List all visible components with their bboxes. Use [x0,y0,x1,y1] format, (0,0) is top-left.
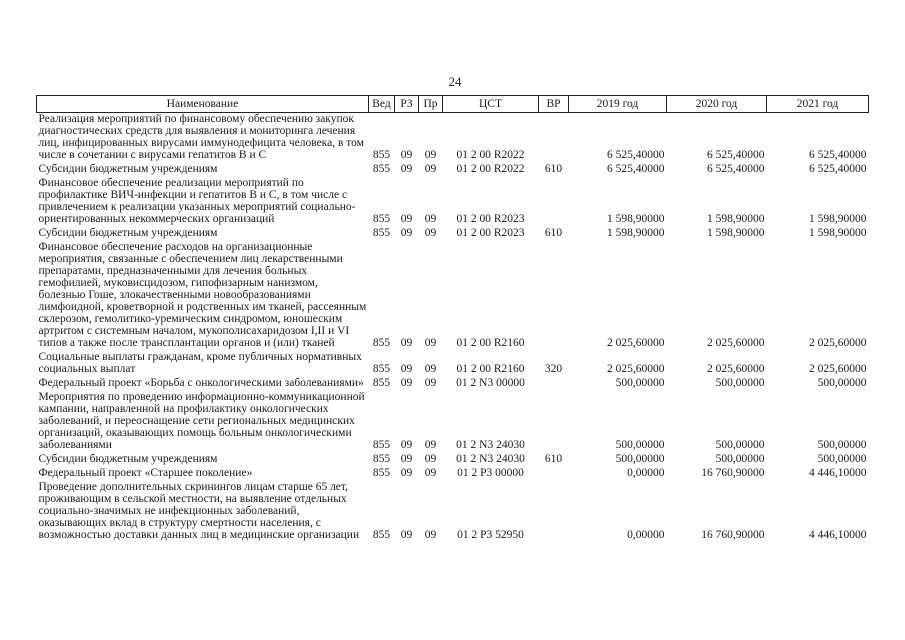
row-2021: 6 525,40000 [809,149,867,161]
row-2021: 500,00000 [817,377,867,389]
row-pr: 09 [424,337,437,349]
header-pr: Пр [419,96,443,113]
row-2021: 500,00000 [817,439,867,451]
row-pr: 09 [424,227,437,239]
table-row [37,467,869,481]
row-2019: 500,00000 [615,439,665,451]
row-2021: 1 598,90000 [809,227,867,239]
row-2020: 500,00000 [715,453,765,465]
row-2019: 500,00000 [615,453,665,465]
header-ved: Вед [369,96,395,113]
row-rz: 09 [400,439,413,451]
row-2019: 6 525,40000 [607,163,665,175]
row-2019: 0,00000 [627,467,665,479]
header-2020: 2020 год [667,96,767,113]
page-number: 24 [448,74,462,89]
row-2021: 4 446,10000 [809,529,867,541]
row-rz: 09 [400,467,413,479]
row-2021: 6 525,40000 [809,163,867,175]
row-cst: 01 2 00 R2160 [456,337,525,349]
row-2021: 4 446,10000 [809,467,867,479]
row-name: Федеральный проект «Борьба с онкологическими заболеваниями» [38,377,364,389]
row-vr [539,481,569,543]
row-name: Проведение дополнительных скринингов лицам старше 65 лет, проживающим в сельской местности, на выявление отдельных социально-значимых не инфекционных заболеваний, оказывающих вклад в структуру смертности населения, с возможностью доставки данных лиц в медицинские организации [38,481,360,541]
row-rz: 09 [400,337,413,349]
row-cst: 01 2 00 R2022 [456,163,525,175]
row-2021: 1 598,90000 [809,213,867,225]
row-rz: 09 [400,227,413,239]
header-cst: ЦСТ [443,96,539,113]
row-vr [539,377,569,391]
row-ved: 855 [372,213,391,225]
row-rz: 09 [400,529,413,541]
header-2019: 2019 год [569,96,667,113]
table-row [37,113,869,164]
row-cst: 01 2 00 R2023 [456,213,525,225]
row-vr [539,391,569,453]
row-2020: 6 525,40000 [707,163,765,175]
row-pr: 09 [424,439,437,451]
row-pr: 09 [424,363,437,375]
row-ved: 855 [372,467,391,479]
row-name: Финансовое обеспечение реализации мероприятий по профилактике ВИЧ-инфекции и гепатитов В и С, в том числе с привлечением к реализации указанных мероприятий социально-ориентированных некоммерческих организаций [38,177,356,225]
row-ved: 855 [372,227,391,239]
row-pr: 09 [424,149,437,161]
row-cst: 01 2 N3 24030 [456,439,525,451]
table-row [37,391,869,453]
row-rz: 09 [400,453,413,465]
row-2019: 2 025,60000 [607,363,665,375]
row-ved: 855 [372,377,391,389]
row-2019: 0,00000 [627,529,665,541]
table-row [37,241,869,351]
row-ved: 855 [372,529,391,541]
table-row [37,163,869,177]
row-2021: 2 025,60000 [809,363,867,375]
row-2019: 1 598,90000 [607,227,665,239]
row-2020: 500,00000 [715,377,765,389]
table-row [37,227,869,241]
header-vr: ВР [539,96,569,113]
row-ved: 855 [372,439,391,451]
row-cst: 01 2 00 R2023 [456,227,525,239]
row-rz: 09 [400,149,413,161]
row-name: Финансовое обеспечение расходов на организационные мероприятия, связанные с обеспечением лиц лекарственными препаратами, предназначенными для лечения больных гемофилией, муковисцидозом, гипофизарным нанизмом, болезнью Гоше, злокачественными новообразованиями лимфоидной, кроветворной и родственных им тканей, рассеянным склерозом, гемолитико-уремическим синдромом, юношеским артритом с системным началом, мукополисахаридозом I,II и VI типов а также после трансплантации органов и (или) тканей [38,241,367,349]
table-row [37,453,869,467]
row-cst: 01 2 P3 52950 [457,529,524,541]
row-pr: 09 [424,163,437,175]
row-pr: 09 [424,529,437,541]
table-header [37,96,869,113]
header-name: Наименование [37,96,369,113]
row-pr: 09 [424,213,437,225]
row-name: Социальные выплаты гражданам, кроме публичных нормативных социальных выплат [38,351,362,375]
row-name: Мероприятия по проведению информационно-коммуникационной кампании, направленной на профилактику онкологических заболеваний, и переоснащение сети региональных медицинских организаций, оказывающих помощь больным онкологическими заболеваниями [38,391,365,451]
row-vr: 320 [544,363,563,375]
row-vr [539,241,569,351]
row-cst: 01 2 00 R2022 [456,149,525,161]
row-vr [539,467,569,481]
row-vr: 610 [544,453,563,465]
row-pr: 09 [424,377,437,389]
table-row [37,377,869,391]
row-cst: 01 2 N3 00000 [456,377,525,389]
row-2020: 2 025,60000 [707,337,765,349]
row-ved: 855 [372,337,391,349]
row-2019: 2 025,60000 [607,337,665,349]
row-2020: 1 598,90000 [707,213,765,225]
table-row [37,351,869,377]
row-name: Субсидии бюджетным учреждениям [38,163,218,175]
row-vr [539,113,569,164]
row-rz: 09 [400,213,413,225]
row-2021: 500,00000 [817,453,867,465]
row-cst: 01 2 N3 24030 [456,453,525,465]
row-2021: 2 025,60000 [809,337,867,349]
row-2019: 1 598,90000 [607,213,665,225]
table-row [37,177,869,227]
table-row [37,481,869,543]
row-name: Реализация мероприятий по финансовому обеспечению закупок диагностических средств для выявления и мониторинга лечения лиц, инфицированных вирусами иммунодефицита человека, в том числе в сочетании с вирусами гепатитов В и С [38,113,364,161]
row-pr: 09 [424,453,437,465]
row-rz: 09 [400,377,413,389]
row-name: Федеральный проект «Старшее поколение» [38,467,253,479]
row-name: Субсидии бюджетным учреждениям [38,453,218,465]
row-2020: 500,00000 [715,439,765,451]
row-vr [539,177,569,227]
row-2020: 2 025,60000 [707,363,765,375]
row-pr: 09 [424,467,437,479]
row-2020: 16 760,90000 [701,467,765,479]
row-ved: 855 [372,163,391,175]
row-2019: 6 525,40000 [607,149,665,161]
row-vr: 610 [544,163,563,175]
row-ved: 855 [372,363,391,375]
row-2019: 500,00000 [615,377,665,389]
header-2021: 2021 год [767,96,869,113]
row-name: Субсидии бюджетным учреждениям [38,227,218,239]
row-2020: 6 525,40000 [707,149,765,161]
row-rz: 09 [400,163,413,175]
row-vr: 610 [544,227,563,239]
row-cst: 01 2 00 R2160 [456,363,525,375]
row-cst: 01 2 P3 00000 [457,467,524,479]
row-ved: 855 [372,149,391,161]
row-2020: 16 760,90000 [701,529,765,541]
table-body [37,113,869,544]
header-rz: РЗ [395,96,419,113]
row-rz: 09 [400,363,413,375]
row-2020: 1 598,90000 [707,227,765,239]
budget-table [36,95,869,543]
row-ved: 855 [372,453,391,465]
